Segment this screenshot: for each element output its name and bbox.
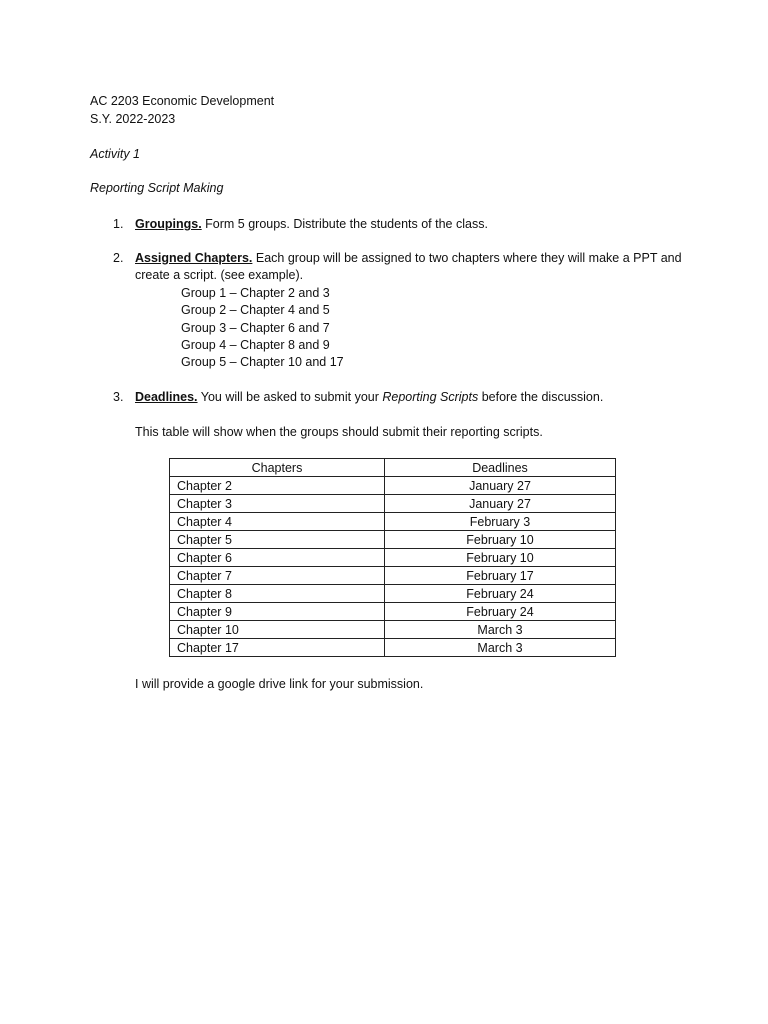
group-assignment: Group 2 – Chapter 4 and 5 — [181, 303, 330, 317]
item-text: You will be asked to submit your — [197, 390, 383, 404]
item-text: Each group will be assigned to two chapters where they will make a PPT and — [252, 251, 682, 265]
group-assignment: Group 3 – Chapter 6 and 7 — [181, 321, 330, 335]
list-number-3: 3. — [113, 390, 124, 404]
deadline-cell: February 10 — [385, 549, 616, 567]
deadline-cell: January 27 — [385, 477, 616, 495]
table-row — [170, 495, 616, 513]
school-year: S.Y. 2022-2023 — [90, 112, 176, 126]
chapter-cell: Chapter 17 — [170, 639, 385, 657]
table-row — [170, 477, 616, 495]
table-row — [170, 513, 616, 531]
list-item-groupings — [135, 216, 488, 233]
chapter-cell: Chapter 2 — [170, 477, 385, 495]
deadline-cell: February 10 — [385, 531, 616, 549]
group-assignment: Group 4 – Chapter 8 and 9 — [181, 338, 330, 352]
deadline-cell: March 3 — [385, 639, 616, 657]
group-assignment: Group 5 – Chapter 10 and 17 — [181, 355, 344, 369]
chapter-cell: Chapter 7 — [170, 567, 385, 585]
item-text: Form 5 groups. Distribute the students of the class. — [201, 217, 488, 231]
activity-title: Activity 1 — [90, 147, 141, 161]
chapter-cell: Chapter 3 — [170, 495, 385, 513]
chapter-cell: Chapter 8 — [170, 585, 385, 603]
deadline-cell: February 24 — [385, 585, 616, 603]
table-row — [170, 603, 616, 621]
table-row — [170, 621, 616, 639]
item-text-continued: create a script. (see example). — [135, 268, 304, 282]
table-row — [170, 549, 616, 567]
deadline-cell: February 3 — [385, 513, 616, 531]
column-header-deadlines: Deadlines — [385, 459, 616, 477]
list-item-deadlines — [135, 389, 603, 406]
chapter-cell: Chapter 5 — [170, 531, 385, 549]
chapter-cell: Chapter 4 — [170, 513, 385, 531]
item-heading: Deadlines. — [135, 390, 198, 404]
deadline-cell: January 27 — [385, 495, 616, 513]
course-title: AC 2203 Economic Development — [90, 94, 275, 108]
deadline-cell: March 3 — [385, 621, 616, 639]
item-text: before the discussion. — [478, 390, 604, 404]
list-number-2: 2. — [113, 251, 124, 265]
list-item-assigned-chapters — [135, 250, 682, 267]
activity-subtitle: Reporting Script Making — [90, 181, 224, 195]
chapter-cell: Chapter 9 — [170, 603, 385, 621]
deadline-cell: February 17 — [385, 567, 616, 585]
group-assignment: Group 1 – Chapter 2 and 3 — [181, 286, 330, 300]
chapter-cell: Chapter 6 — [170, 549, 385, 567]
table-row — [170, 585, 616, 603]
item-text-italic: Reporting Scripts — [382, 390, 479, 404]
table-row — [170, 639, 616, 657]
list-number-1: 1. — [113, 217, 124, 231]
deadline-cell: February 24 — [385, 603, 616, 621]
column-header-chapters: Chapters — [170, 459, 385, 477]
item-heading: Groupings. — [135, 217, 202, 231]
deadlines-table — [169, 458, 616, 657]
footer-note: I will provide a google drive link for your submission. — [135, 677, 424, 691]
table-row — [170, 567, 616, 585]
item-heading: Assigned Chapters. — [135, 251, 253, 265]
table-row — [170, 531, 616, 549]
table-intro: This table will show when the groups should submit their reporting scripts. — [135, 425, 543, 439]
chapter-cell: Chapter 10 — [170, 621, 385, 639]
table-header-row — [170, 459, 616, 477]
